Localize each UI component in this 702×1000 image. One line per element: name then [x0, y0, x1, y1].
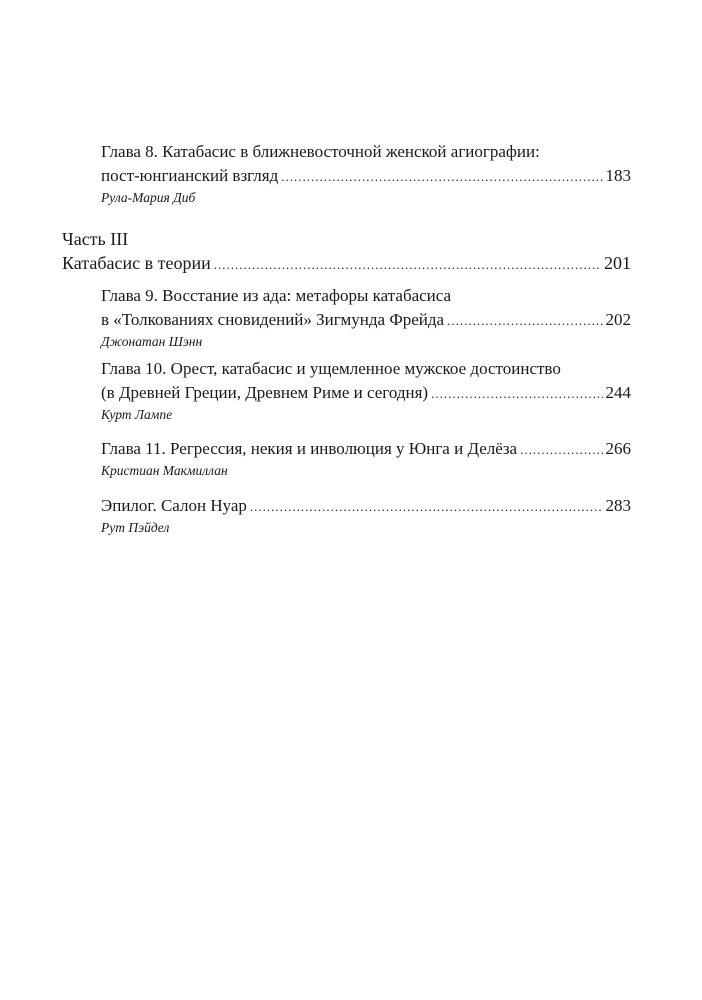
part-label: Часть III — [62, 229, 129, 249]
toc-entry-part-3 — [62, 227, 631, 277]
chapter-title: Глава 8. Катабасис в ближневосточной женской агиографии: — [101, 142, 540, 161]
page-number: 202 — [605, 310, 631, 329]
dot-leader — [431, 382, 602, 406]
page-number: 266 — [605, 439, 631, 458]
toc-entry-chapter-8 — [101, 140, 631, 207]
page-number: 201 — [604, 253, 631, 273]
dot-leader — [520, 438, 602, 462]
dot-leader — [214, 253, 601, 277]
part-title: Катабасис в теории — [62, 253, 211, 273]
page-number: 283 — [605, 496, 631, 515]
toc-entry-chapter-11 — [101, 437, 631, 480]
toc-entry-epilogue — [101, 494, 631, 537]
chapter-author: Рут Пэйдел — [101, 520, 170, 535]
toc-line — [101, 308, 631, 333]
chapter-author: Кристиан Макмиллан — [101, 463, 228, 478]
chapter-author: Джонатан Шэнн — [101, 334, 203, 349]
page-number: 183 — [605, 166, 631, 185]
dot-leader — [281, 165, 602, 189]
chapter-title-continued: пост-юнгианский взгляд — [101, 166, 279, 185]
toc-line — [62, 251, 631, 277]
chapter-title-continued: в «Толкованиях сновидений» Зигмунда Фрейда — [101, 310, 445, 329]
chapter-title: Глава 9. Восстание из ада: метафоры катабасиса — [101, 286, 452, 305]
epilogue-title: Эпилог. Салон Нуар — [101, 496, 247, 515]
toc-line — [101, 140, 631, 164]
toc-line — [101, 357, 631, 381]
chapter-title: Глава 11. Регрессия, некия и инволюция у Юнга и Делёза — [101, 439, 518, 458]
toc-line — [101, 494, 631, 519]
chapter-title-continued: (в Древней Греции, Древнем Риме и сегодня) — [101, 383, 429, 402]
chapter-author: Курт Лампе — [101, 407, 173, 422]
page-number: 244 — [605, 383, 631, 402]
dot-leader — [250, 495, 603, 519]
toc-line — [101, 437, 631, 462]
chapter-title: Глава 10. Орест, катабасис и ущемленное мужское достоинство — [101, 359, 561, 378]
toc-line — [101, 381, 631, 406]
toc-entry-chapter-9 — [101, 284, 631, 351]
chapter-author: Рула-Мария Диб — [101, 190, 196, 205]
toc-entry-chapter-10 — [101, 357, 631, 424]
toc-line — [101, 284, 631, 308]
dot-leader — [447, 309, 602, 333]
toc-line — [101, 164, 631, 189]
